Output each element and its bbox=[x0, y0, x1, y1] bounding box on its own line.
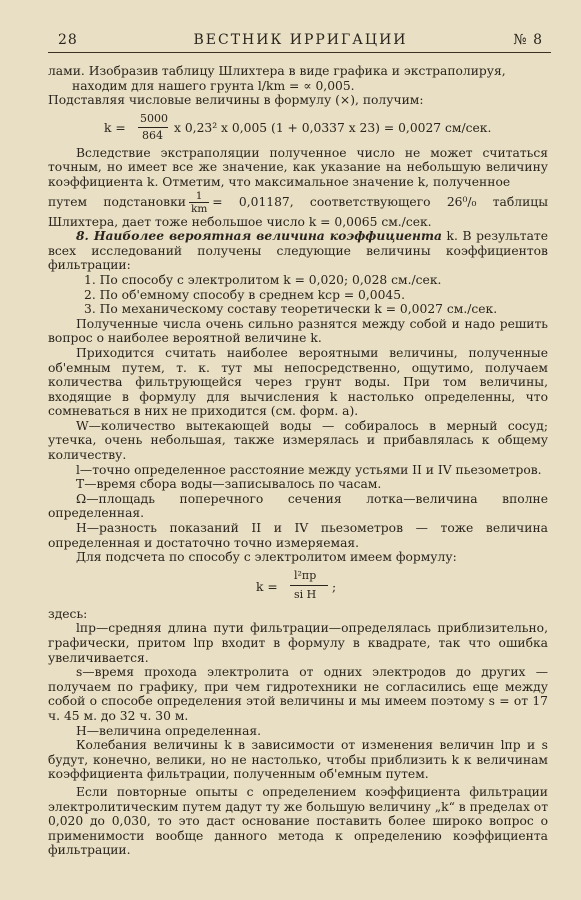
definition-h: H—разность показаний II и IV пьезометров — тоже величина определенная и достаточно точно измеряемая. bbox=[48, 521, 548, 550]
definition-l: l—точно определенное расстояние между устьями II и IV пьезометров. bbox=[76, 462, 542, 477]
inline-fraction-numerator: 1 bbox=[189, 190, 209, 203]
list-item: 2. По об'емному способу в среднем kcp = 0,0045. bbox=[84, 287, 405, 302]
formula-rest: x 0,23² x 0,005 (1 + 0,0337 x 23) = 0,0027 см/сек. bbox=[174, 120, 492, 135]
page-number: 28 bbox=[58, 32, 78, 48]
page-header bbox=[58, 32, 543, 50]
formula-numerator: 5000 bbox=[140, 111, 168, 125]
line-substitute: Подставляя числовые величины в формулу (×), получим: bbox=[48, 93, 424, 108]
substitution-prefix: путем подстановки bbox=[48, 194, 186, 209]
definition-h2: H—величина определенная. bbox=[76, 723, 262, 738]
paragraph-substitution bbox=[48, 190, 548, 230]
substitution-suffix: = 0,01187, соответствующего 26⁰/₀ таблицы Шлихтера, дает тоже небольшое число k = 0,0065 см./сек. bbox=[48, 194, 548, 229]
list-item: 3. По механическому составу теоретически k = 0,0027 см./сек. bbox=[84, 302, 498, 317]
line-continuation: лами. Изобразив таблицу Шлихтера в виде графика и экстраполируя, bbox=[48, 64, 506, 78]
header-rule bbox=[48, 52, 551, 53]
formula2-numerator: l²пр bbox=[294, 568, 317, 582]
formula-electrolyte bbox=[256, 569, 548, 603]
definition-lpr: lпр—средняя длина пути фильтрации—определялась приблизительно, графически, притом lпр входит в формулу в квадрате, так что ошибка увеличивается. bbox=[48, 621, 548, 665]
issue-number: № 8 bbox=[513, 32, 543, 48]
list-item: 1. По способу с электролитом k = 0,020; 0,028 см./сек. bbox=[84, 272, 442, 287]
definition-t: T—время сбора воды—записывалось по часам. bbox=[76, 477, 382, 492]
paragraph-differences: Полученные числа очень сильно разнятся между собой и надо решить вопрос о наиболее вероятной величине k. bbox=[48, 316, 548, 346]
definition-w: W—количество вытекающей воды — собиралось в мерный сосуд; утечка, очень небольшая, также измерялась и прибавлялась к общему количеству. bbox=[48, 418, 548, 463]
formula-lhs: k = bbox=[104, 120, 126, 135]
paragraph-conclusion: Если повторные опыты с определением коэффициента фильтрации электролитическим путем дадут ту же большую величину „k“ в пределах от 0,020 до 0,030, то это даст основание поставить более широко вопрос о применимости вообще данного метода к определению коэффициента фильтрации. bbox=[48, 784, 548, 858]
paragraph-volumetric: Приходится считать наиболее вероятными величины, полученные об'емным путем, т. к. тут мы непосредственно, ощутимо, получаем количества фильтрующейся через грунт воды. При том величины, входящие в формулу для вычисления k настолько определенны, что сомневаться в них не приходится (см. форм. a). bbox=[48, 345, 548, 419]
label-zdes: здесь: bbox=[48, 606, 88, 621]
definition-s: s—время прохода электролита от одних электродов до других — получаем по графику, при чем гидротехники не согласились еще между собой о способе определения этой величины и мы имеем поэтому s = от 17 ч. 45 м. до 32 ч. 30 м. bbox=[48, 665, 548, 723]
paragraph-fluctuations: Колебания величины k в зависимости от изменения величин lпр и s будут, конечно, велики, но не настолько, чтобы приблизить k к величинам коэффициента фильтрации, полученным об'емным путем. bbox=[48, 738, 548, 782]
section-8 bbox=[48, 229, 548, 273]
formula2-end: ; bbox=[332, 579, 337, 594]
article-body bbox=[48, 64, 548, 858]
inline-fraction-denominator: km bbox=[190, 202, 208, 215]
formula-fraction-bar bbox=[138, 127, 168, 128]
inline-fraction bbox=[189, 190, 209, 215]
formula2-fraction-bar bbox=[290, 585, 328, 586]
formula2-denominator: sі H bbox=[294, 587, 317, 601]
section-8-text: k. В результате всех исследований получены следующие величины коэффициентов фильтрации: bbox=[48, 229, 548, 273]
line-result: находим для нашего грунта l/km = ∝ 0,005. bbox=[72, 78, 355, 93]
journal-title: ВЕСТНИК ИРРИГАЦИИ bbox=[193, 32, 408, 48]
formula2-lhs: k = bbox=[256, 579, 278, 594]
paragraph-extrapolation: Вследствие экстраполяции полученное число не может считаться точным, но имеет все же значение, как указание на небольшую величину коэффициента k. Отметим, что максимальное значение k, полученное bbox=[48, 145, 548, 189]
formula-denominator: 864 bbox=[142, 128, 163, 142]
formula-k-calculation bbox=[104, 112, 548, 142]
paragraph-electrolyte-formula: Для подсчета по способу с электролитом имеем формулу: bbox=[76, 550, 457, 565]
section-8-heading: 8. Наиболее вероятная величина коэффициента bbox=[76, 228, 442, 244]
definition-omega: Ω—площадь поперечного сечения лотка—величина вполне определенная. bbox=[48, 491, 548, 521]
